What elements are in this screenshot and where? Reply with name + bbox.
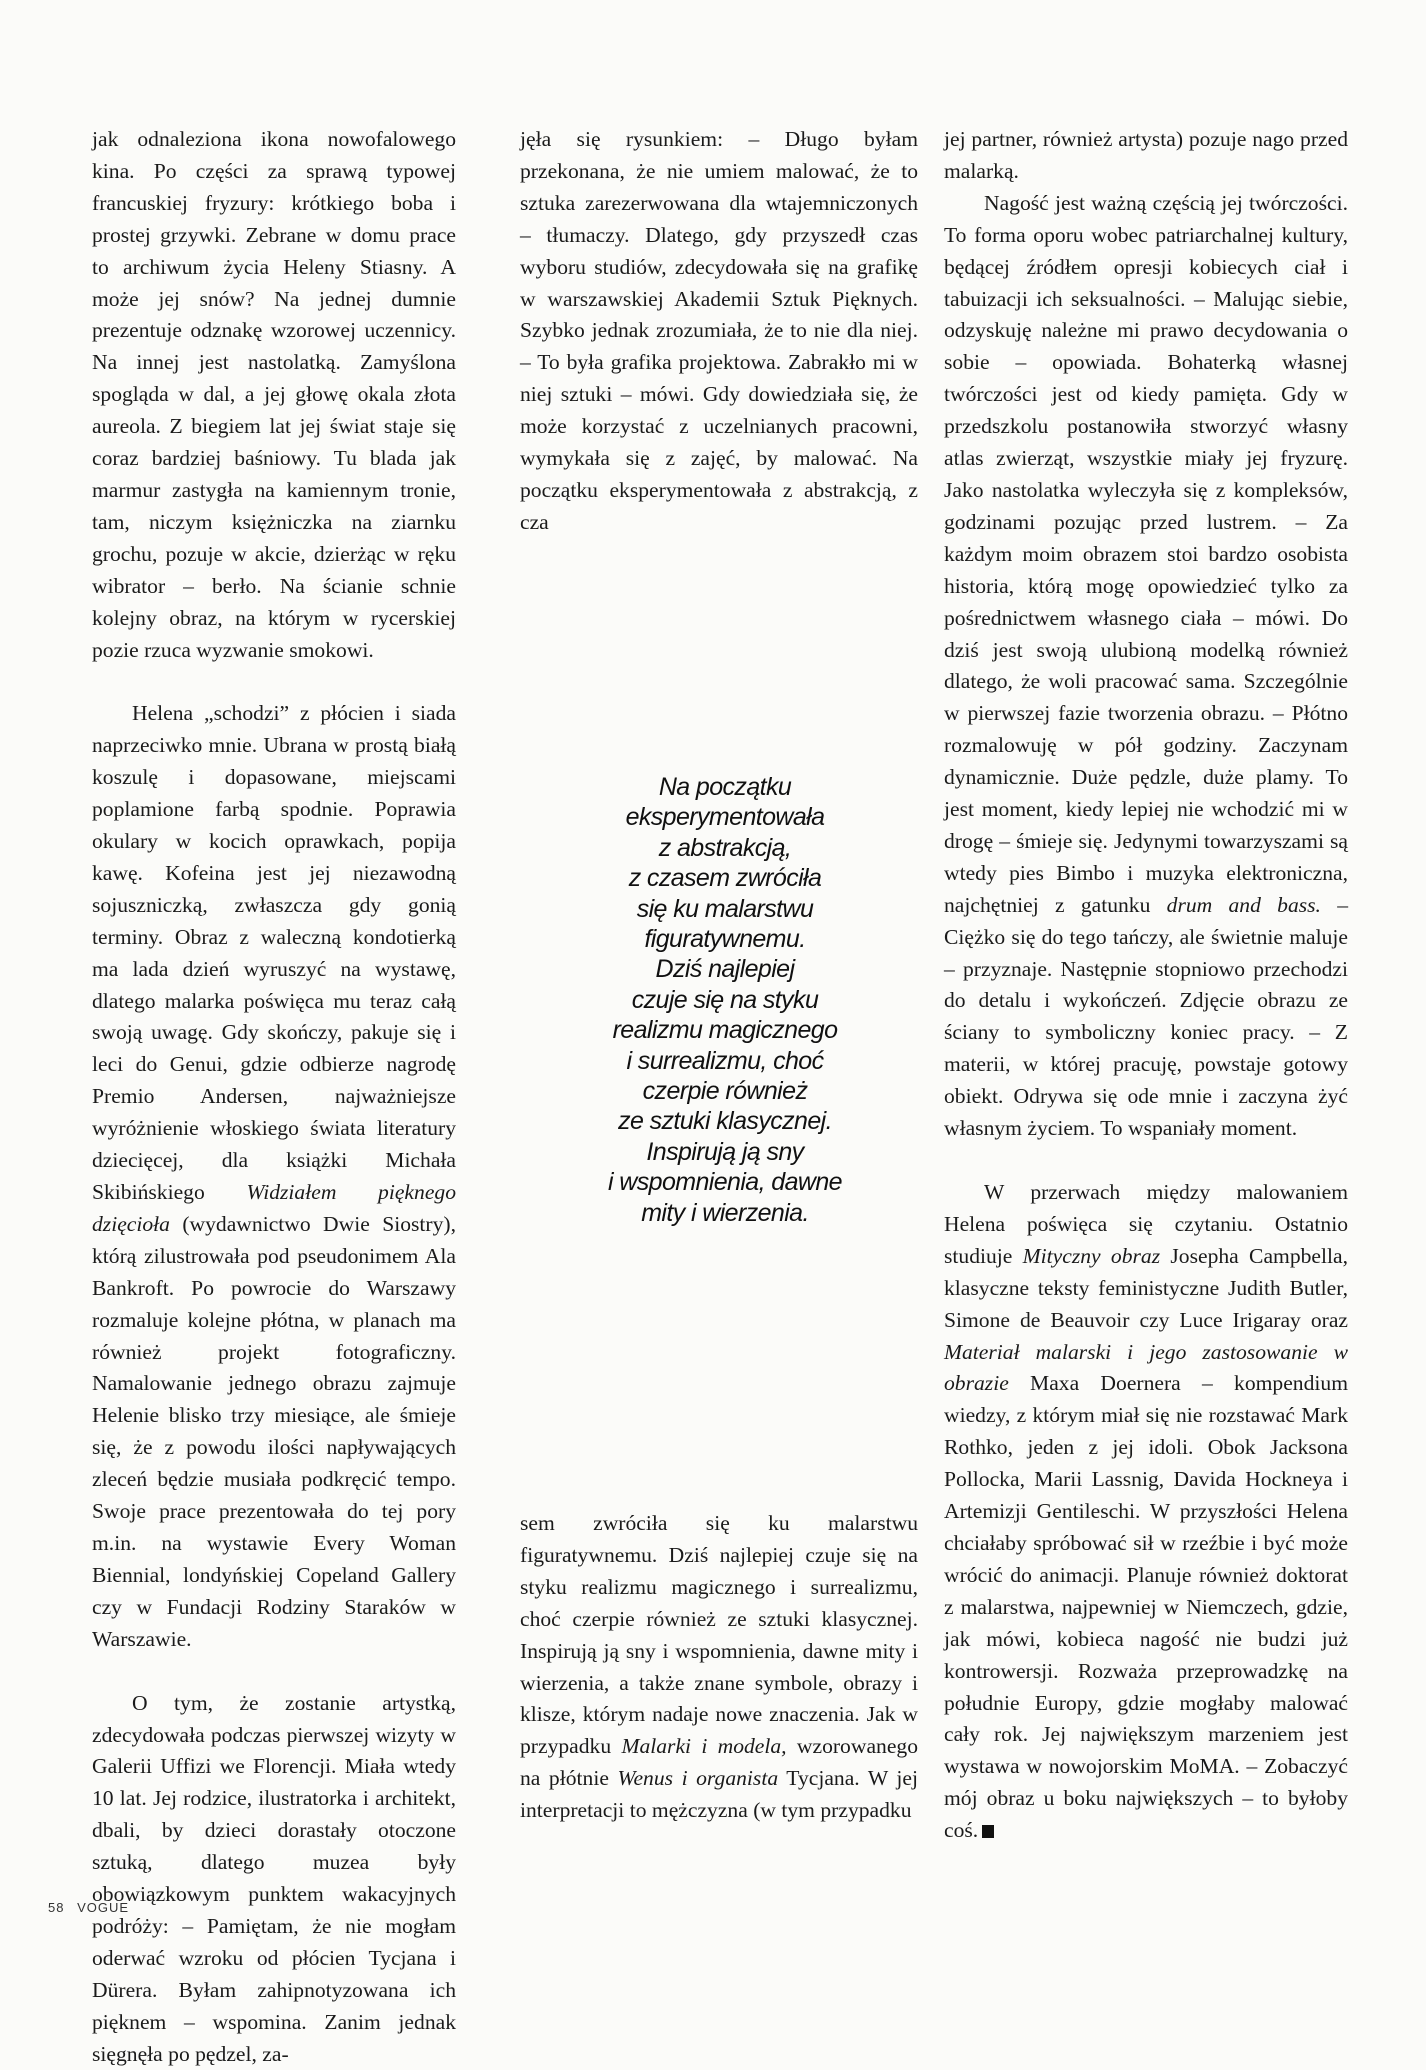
paragraph-nudity: Nagość jest ważną częścią jej twórczości. To forma oporu wobec patriarchalnej kultury, będącej źródłem opresji kobiecych ciał i tabuizacji ich seksualności. – Malując siebie, odzyskuję należne mi prawo decydowania o sobie – opowiada. Bohaterką własnej twórczości jest od kiedy pamięta. Gdy w przedszkolu postanowiła stworzyć własny atlas zwierząt, wszystkie miały jej fryzurę. Jako nastolatka wyleczyła się z kompleksów, godzinami pozując przed lustrem. – Za każdym moim obrazem stoi bardzo osobista historia, którą mogę opowiedzieć tylko za pośrednictwem własnego ciała – mówi. Do dziś jest swoją ulubioną modelką również dlatego, że woli pracować sama. Szczególnie w pierwszej fazie tworzenia obrazu. – Płótno rozmalowuję w pół godziny. Zaczynam dynamicznie. Duże pędzle, duże plamy. To jest moment, kiedy lepiej nie wchodzić mi w drogę – śmieje się. Jedynymi towarzyszami są wtedy pies Bimbo i muzyka elektroniczna, najchętniej z gatunku drum and bass. – Ciężko się do tego tańczy, ale świetnie maluje – przyznaje. Następnie stopniowo przechodzi do detalu i wykończeń. Zdjęcie obrazu ze ściany to symboliczny koniec pracy. – Z materii, w której pracuję, powstaje gotowy obiekt. Odrywa się ode mnie i zaczyna żyć własnym życiem. To wspaniały moment. bbox=[944, 190, 1349, 1141]
paragraph-reading: W przerwach między malowaniem Helena poświęca się czytaniu. Ostatnio studiuje Mityczny obraz Josepha Campbella, klasyczne teksty feministyczne Judith Butler, Simone de Beauvoir czy Luce Irigaray oraz Materiał malarski i jego zastosowanie w obrazie Maxa Doernera – kompendium wiedzy, z którym miał się nie rozstawać Mark Rothko, jeden z jej idoli. Obok Jacksona Pollocka, Marii Lassnig, Davida Hockneya i Artemizji Gentileschi. W przyszłości Helena chciałaby spróbować sił w rzeźbie i być może wrócić do animacji. Planuje również doktorat z malarstwa, najpewniej w Niemczech, gdzie, jak mówi, kobieca nagość nie budzi już kontrowersji. Rozważa przeprowadzkę na południe Europy, gdzie mogłaby malować cały rok. Jej największym marzeniem jest wystawa w nowojorskim MoMA. – Zobaczyć mój obraz u boku największych – to byłoby coś. bbox=[944, 1180, 1348, 1843]
article-column-left bbox=[92, 124, 456, 2070]
pull-quote-line: figuratywnemu. bbox=[644, 925, 806, 954]
pull-quote-line: Na początku bbox=[658, 773, 792, 801]
pull-quote-line: czerpie również bbox=[642, 1077, 808, 1106]
pull-quote-line: Dziś najlepiej bbox=[655, 955, 795, 984]
article-column-middle-top bbox=[520, 124, 918, 539]
page-number: 58 bbox=[48, 1900, 65, 1915]
pull-quote-line: eksperymentowała bbox=[625, 803, 825, 832]
paragraph-figurative: sem zwróciła się ku malarstwu figuratywnemu. Dziś najlepiej czuje się na styku realizmu magicznego i surrealizmu, choć czerpie również ze sztuki klasycznej. Inspirują ją sny i wspomnienia, dawne mity i wierzenia, a także znane symbole, obrazy i klisze, którym nadaje nowe znaczenia. Jak w przypadku Malarki i modela, wzorowanego na płótnie Wenus i organista Tycjana. W jej interpretacji to mężczyzna (w tym przypadku bbox=[520, 1511, 919, 1823]
page-footer bbox=[48, 1900, 137, 1915]
paragraph-helena-schodzi: Helena „schodzi” z płócien i siada naprzeciwko mnie. Ubrana w prostą białą koszulę i dopasowane, miejscami poplamione farbą spodnie. Poprawia okulary w kocich oprawkach, popija kawę. Kofeina jest jej niezawodną sojuszniczką, zwłaszcza gdy gonią terminy. Obraz z waleczną kondotierką ma lada dzień wyruszyć na wystawę, dlatego malarka poświęca mu teraz całą swoją uwagę. Gdy skończy, pakuje się i leci do Genui, gdzie odbierze nagrodę Premio Andersen, najważniejsze wyróżnienie włoskiego świata literatury dziecięcej, dla książki Michała Skibińskiego Widziałem pięknego dzięcioła (wydawnictwo Dwie Siostry), którą zilustrowała pod pseudonimem Ala Bankroft. Po powrocie do Warszawy rozmaluje kolejne płótna, w planach ma również projekt fotograficzny. Namalowanie jednego obrazu zajmuje Helenie blisko trzy miesiące, ale śmieje się, że z powodu ilości napływających zleceń będzie musiała podkręcić tempo. Swoje prace prezentowała do tej pory m.in. na wystawie Every Woman Biennial, londyńskiej Copeland Gallery czy w Fundacji Rodziny Staraków w Warszawie. bbox=[92, 701, 456, 1651]
article-column-right bbox=[944, 124, 1348, 1847]
pull-quote bbox=[600, 772, 850, 1228]
paragraph-partner: jej partner, również artysta) pozuje nago przed malarką. bbox=[944, 127, 1348, 183]
paragraph-intro: jak odnaleziona ikona nowofalowego kina. Po części za sprawą typowej francuskiej fryzury: krótkiego boba i prostej grzywki. Zebrane w domu prace to archiwum życia Heleny Stiasny. A może jej snów? Na jednej dumnie prezentuje odznakę wzorowej uczennicy. Na innej jest nastolatką. Zamyślona spogląda w dal, a jej głowę okala złota aureola. Z biegiem lat jej świat staje się coraz bardziej baśniowy. Tu blada jak marmur zastygła na kamiennym tronie, tam, niczym księżniczka na ziarnku grochu, pozuje w akcie, dzierżąc w ręku wibrator – berło. Na ścianie schnie kolejny obraz, na którym w rycerskiej pozie rzuca wyzwanie smokowi. bbox=[92, 127, 456, 662]
paragraph-artist-decision: O tym, że zostanie artystką, zdecydowała podczas pierwszej wizyty w Galerii Uffizi we Florencji. Miała wtedy 10 lat. Jej rodzice, ilustratorka i architekt, dbali, by dzieci dorastały otoczone sztuką, dlatego muzea były obowiązkowym punktem wakacyjnych podróży: – Pamiętam, że nie mogłam oderwać wzroku od płócien Tycjana i Dürera. Byłam zahipnotyzowana ich pięknem – wspomina. Zanim jednak sięgnęła po pędzel, za- bbox=[92, 1690, 456, 2066]
pull-quote-line: z abstrakcją, bbox=[658, 833, 792, 862]
pull-quote-line: z czasem zwróciła bbox=[628, 864, 822, 893]
article-column-middle-bottom bbox=[520, 1508, 918, 1827]
pull-quote-line: czuje się na styku bbox=[631, 985, 819, 1014]
end-of-article-mark bbox=[982, 1825, 994, 1838]
pull-quote-line: realizmu magicznego bbox=[612, 1016, 838, 1045]
pull-quote-line: i surrealizmu, choć bbox=[626, 1046, 824, 1075]
pull-quote-line: mity i wierzenia. bbox=[641, 1198, 809, 1227]
pull-quote-line: się ku malarstwu bbox=[636, 894, 814, 923]
pull-quote-line: Inspirują ją sny bbox=[646, 1137, 804, 1166]
paragraph-drawing: jęła się rysunkiem: – Długo byłam przekonana, że nie umiem malować, że to sztuka zarezerwowana dla wtajemniczonych – tłumaczy. Dlatego, gdy przyszedł czas wyboru studiów, zdecydowała się na grafikę w warszawskiej Akademii Sztuk Pięknych. Szybko jednak zrozumiała, że to nie dla niej. – To była grafika projektowa. Zabrakło mi w niej sztuki – mówi. Gdy dowiedziała się, że może korzystać z uczelnianych pracowni, wymykała się z zajęć, by malować. Na początku eksperymentowała z abstrakcją, z cza bbox=[520, 127, 918, 534]
pull-quote-line: i wspomnienia, dawne bbox=[608, 1168, 842, 1197]
magazine-name: VOGUE bbox=[77, 1900, 130, 1915]
pull-quote-line: ze sztuki klasycznej. bbox=[618, 1107, 832, 1136]
